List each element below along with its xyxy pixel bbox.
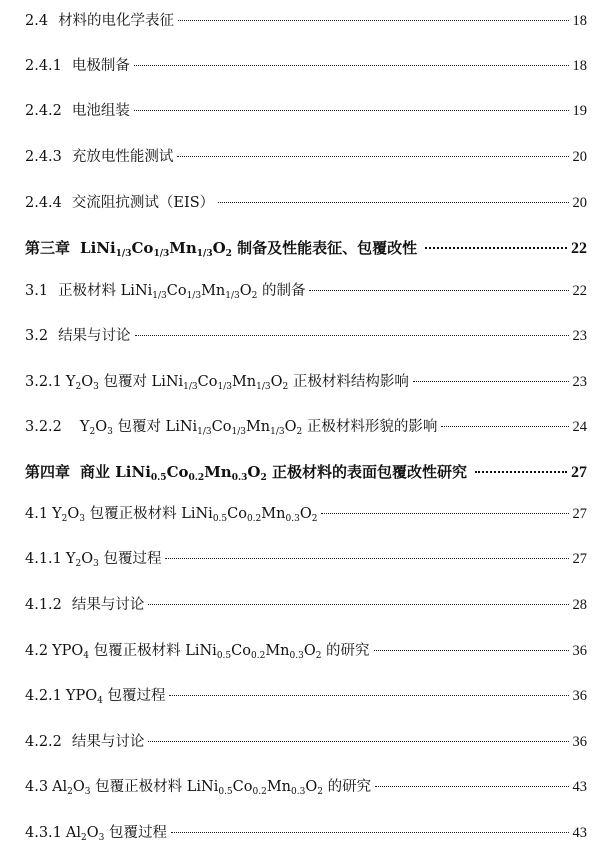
- toc-entry-number: 3.2.2: [25, 419, 62, 435]
- toc-entry[interactable]: [25, 594, 587, 616]
- toc-entry-title: 充放电性能测试: [71, 149, 174, 165]
- toc-entry-page: 28: [572, 597, 587, 613]
- toc-entry[interactable]: [25, 55, 587, 77]
- toc-entry-title: $Y_2O_3$ 包覆正极材料 $LiNi_{0.5}Co_{0.2}Mn_{0.3}O_2$: [52, 506, 318, 524]
- toc-entry-number: 4.1: [25, 506, 49, 522]
- toc-entry[interactable]: [25, 503, 587, 525]
- toc-entry-page: 27: [572, 551, 587, 567]
- toc-entry-page: 19: [572, 103, 587, 119]
- toc-entry-title: $LiNi_{1/3}Co_{1/3}Mn_{1/3}O_2$ 制备及性能表征、包覆改性: [80, 239, 418, 259]
- toc-entry-number: 第三章: [25, 239, 71, 257]
- toc-chapter-entry[interactable]: [25, 461, 587, 483]
- toc-entry-page: 23: [572, 328, 587, 344]
- toc-entry-title: $Al_2O_3$ 包覆过程: [65, 825, 167, 843]
- toc-entry[interactable]: [25, 822, 587, 844]
- toc-entry[interactable]: [25, 776, 587, 798]
- toc-entry-number: 2.4.3: [25, 149, 62, 165]
- toc-entry-page: 24: [572, 419, 587, 435]
- dot-leader: [374, 650, 569, 651]
- toc-entry-page: 23: [572, 374, 587, 390]
- toc-entry-number: 4.2.2: [25, 734, 62, 750]
- toc-entry-number: 3.2: [25, 328, 49, 344]
- toc-chapter-entry[interactable]: [25, 237, 587, 259]
- toc-entry-title: $YPO_4$ 包覆过程: [65, 688, 166, 706]
- toc-entry-number: 4.1.1: [25, 551, 62, 567]
- toc-entry-page: 20: [572, 149, 587, 165]
- dot-leader: [218, 202, 568, 203]
- dot-leader: [169, 695, 568, 696]
- toc-entry-page: 18: [572, 13, 587, 29]
- toc-entry-number: 2.4: [25, 13, 49, 29]
- dot-leader: [148, 741, 568, 742]
- dot-leader: [148, 604, 568, 605]
- toc-entry-title: 材料的电化学表征: [58, 13, 175, 29]
- dot-leader: [165, 558, 568, 559]
- toc-entry-page: 36: [572, 734, 587, 750]
- dot-leader: [134, 110, 569, 111]
- dot-leader: [475, 471, 567, 473]
- toc-entry-number: 2.4.1: [25, 58, 62, 74]
- dot-leader: [134, 65, 569, 66]
- toc-entry-title: 交流阻抗测试（EIS）: [71, 195, 215, 211]
- toc-entry-page: 36: [572, 643, 587, 659]
- toc-entry-title: 电极制备: [71, 58, 130, 74]
- dot-leader: [375, 786, 568, 787]
- toc-entry-number: 第四章: [25, 463, 71, 481]
- toc-entry-title: 商业 $LiNi_{0.5}Co_{0.2}Mn_{0.3}O_2$ 正极材料的表面包覆改性研究: [80, 463, 467, 483]
- dot-leader: [425, 247, 567, 249]
- toc-entry-title: $Y_2O_3$ 包覆过程: [65, 551, 162, 569]
- toc-entry-number: 2.4.2: [25, 103, 62, 119]
- toc-entry-page: 22: [572, 283, 587, 299]
- toc-entry-page: 43: [572, 779, 587, 795]
- toc-entry[interactable]: [25, 192, 587, 214]
- dot-leader: [171, 832, 569, 833]
- toc-entry[interactable]: [25, 146, 587, 168]
- toc-entry[interactable]: [25, 325, 587, 347]
- toc-entry-title: 结果与讨论: [71, 734, 145, 750]
- toc-entry-number: 4.3: [25, 779, 49, 795]
- toc-entry-number: 4.3.1: [25, 825, 62, 841]
- toc-entry[interactable]: [25, 416, 587, 438]
- toc-entry-title: 结果与讨论: [58, 328, 131, 344]
- toc-entry-title: $Al_2O_3$ 包覆正极材料 $LiNi_{0.5}Co_{0.2}Mn_{0.3}O_2$ 的研究: [52, 779, 372, 797]
- toc-entry-title: $YPO_4$ 包覆正极材料 $LiNi_{0.5}Co_{0.2}Mn_{0.3}O_2$ 的研究: [52, 643, 370, 661]
- toc-entry[interactable]: [25, 548, 587, 570]
- toc-entry-page: 43: [572, 825, 587, 841]
- dot-leader: [309, 290, 568, 291]
- toc-entry-title: 电池组装: [71, 103, 130, 119]
- toc-entry-page: 27: [571, 464, 587, 481]
- dot-leader: [135, 335, 569, 336]
- toc-entry-title: 正极材料 $LiNi_{1/3}Co_{1/3}Mn_{1/3}O_2$ 的制备: [58, 283, 306, 301]
- toc-entry-title: 结果与讨论: [71, 597, 145, 613]
- toc-entry[interactable]: [25, 371, 587, 393]
- toc-entry-title: $Y_2O_3$ 包覆对 $LiNi_{1/3}Co_{1/3}Mn_{1/3}O_2$ 正极材料结构影响: [65, 374, 409, 392]
- dot-leader: [441, 426, 568, 427]
- toc-entry[interactable]: [25, 731, 587, 753]
- toc-entry[interactable]: [25, 100, 587, 122]
- toc-entry-number: 4.2.1: [25, 688, 62, 704]
- toc-entry-number: 2.4.4: [25, 195, 62, 211]
- toc-entry-page: 36: [572, 688, 587, 704]
- dot-leader: [413, 381, 569, 382]
- toc-entry[interactable]: [25, 685, 587, 707]
- toc-entry-number: 4.2: [25, 643, 49, 659]
- toc-entry-page: 18: [572, 58, 587, 74]
- toc-entry-title: $Y_2O_3$ 包覆对 $LiNi_{1/3}Co_{1/3}Mn_{1/3}O_2$ 正极材料形貌的影响: [79, 419, 438, 437]
- toc-entry-number: 3.1: [25, 283, 49, 299]
- toc-entry-page: 22: [571, 240, 587, 257]
- toc-entry-page: 27: [572, 506, 587, 522]
- dot-leader: [321, 513, 568, 514]
- toc-entry-page: 20: [572, 195, 587, 211]
- toc-entry[interactable]: [25, 280, 587, 302]
- toc-entry-number: 4.1.2: [25, 597, 62, 613]
- dot-leader: [177, 156, 568, 157]
- toc-entry[interactable]: [25, 640, 587, 662]
- toc-entry-number: 3.2.1: [25, 374, 62, 390]
- toc-entry[interactable]: [25, 10, 587, 32]
- dot-leader: [178, 20, 568, 21]
